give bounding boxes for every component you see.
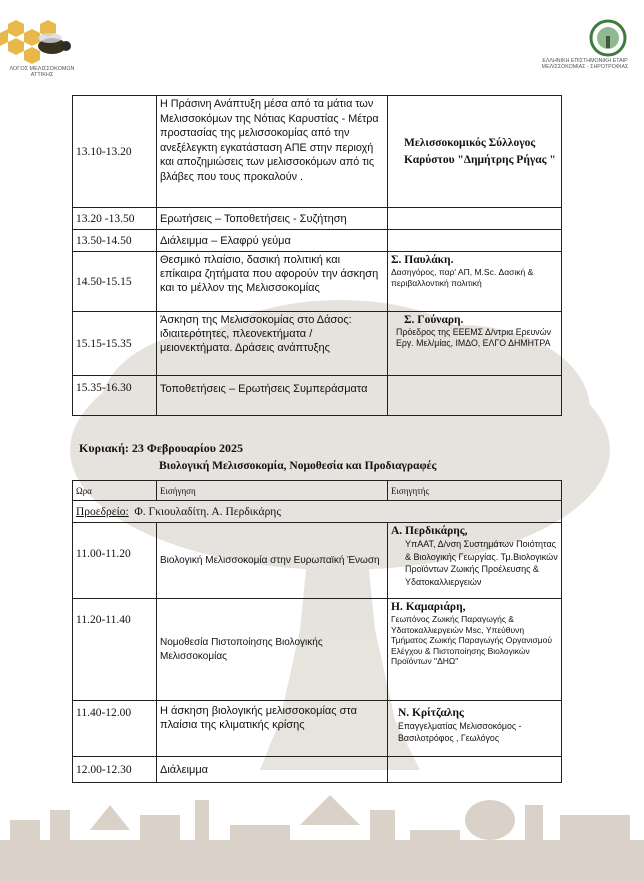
speaker-cell <box>388 599 562 701</box>
time-cell: 11.00-11.20 <box>73 523 157 599</box>
speaker-cell <box>388 96 562 208</box>
topic-cell: Τοποθετήσεις – Ερωτήσεις Συμπεράσματα <box>157 376 388 416</box>
topic-cell: Νομοθεσία Πιστοποίησης Βιολογικής Μελισσοκομίας <box>157 599 388 701</box>
time-cell: 15.15-15.35 <box>73 312 157 376</box>
scientific-society-logo <box>526 18 644 80</box>
presidium-cell <box>73 501 562 523</box>
day-title: Κυριακή: 23 Φεβρουαρίου 2025 <box>79 441 243 455</box>
speaker-name: Μελισσοκομικός Σύλλογος Καρύστου "Δημήτρης Ρήγας " <box>404 136 556 166</box>
speaker-name: Σ. Παυλάκη. <box>391 254 454 266</box>
table-row <box>73 376 562 416</box>
time-cell: 13.50-14.50 <box>73 230 157 252</box>
table-row <box>73 96 562 208</box>
speaker-cell <box>388 208 562 230</box>
table-row <box>73 757 562 783</box>
presidium-row <box>73 501 562 523</box>
speaker-name: Η. Καμαριάρη, <box>391 601 466 613</box>
table-row <box>73 523 562 599</box>
presidium-names: Φ. Γκιουλαδίτη. Α. Περδικάρης <box>134 505 281 518</box>
topic-cell: Διάλειμμα – Ελαφρύ γεύμα <box>157 230 388 252</box>
header-speaker: Εισηγητής <box>388 481 562 501</box>
time-cell: 11.20-11.40 <box>73 599 157 701</box>
time-cell: 13.10-13.20 <box>73 96 157 208</box>
speaker-name: Ν. Κρίτζαλης <box>398 707 464 719</box>
speaker-name: Α. Περδικάρης, <box>391 525 468 537</box>
speaker-cell <box>388 312 562 376</box>
header-topic: Εισήγηση <box>157 481 388 501</box>
schedule-table-sunday <box>72 480 562 783</box>
topic-cell: Η Πράσινη Ανάπτυξη μέσα από τα μάτια των Μελισσοκόμων της Νότιας Καρυστίας - Μέτρα προστασίας της μελισσοκομίας από την ανεξέλεγκτη εγκατάσταση ΑΠΕ στην περιοχή και αποζημιώσεις των μελισσοκόμων από τις βλάβες που τους προκαλούν . <box>157 96 388 208</box>
schedule-table-saturday <box>72 95 562 416</box>
topic-cell: Άσκηση της Μελισσοκομίας στο Δάσος: ιδιαιτερότητες, πλεονεκτήματα / μειονεκτήματα. Δράσεις ανάπτυξης <box>157 312 388 376</box>
speaker-role: Επαγγελματίας Μελισσοκόμος - Βασιλοτρόφος , Γεωλόγος <box>398 721 522 743</box>
time-cell: 13.20 -13.50 <box>73 208 157 230</box>
topic-cell: Θεσμικό πλαίσιο, δασική πολιτική και επίκαιρα ζητήματα που αφορούν την άσκηση και το μέλλον της Μελισσοκομίας <box>157 252 388 312</box>
presidium-label: Προεδρείο: <box>76 505 129 518</box>
speaker-role: Πρόεδρος της ΕΕΕΜΣ Δ/ντρια Ερευνών Εργ. Μελ/μίας, ΙΜΔΟ, ΕΛΓΟ ΔΗΜΗΤΡΑ <box>396 327 551 348</box>
honeycomb-bee-icon <box>0 16 84 66</box>
topic-cell: Βιολογική Μελισσοκομία στην Ευρωπαϊκή Ένωση <box>157 523 388 599</box>
speaker-cell <box>388 701 562 757</box>
table-row <box>73 230 562 252</box>
table-row <box>73 208 562 230</box>
speaker-role: Γεωπόνος Ζωικής Παραγωγής & Υδατοκαλλιεργειών Msc, Υπεύθυνη Τμήματος Ζωικής Παραγωγής Οργανισμού Ελέγχου & Πιστοποίησης Βιολογικών Προϊόντων "ΔΗΩ" <box>391 614 552 666</box>
speaker-cell <box>388 230 562 252</box>
table-row <box>73 252 562 312</box>
speaker-cell <box>388 252 562 312</box>
session-title: Βιολογική Μελισσοκομία, Νομοθεσία και Προδιαγραφές <box>159 460 437 472</box>
speaker-role: Δασηγόρος, παρ' ΑΠ, M.Sc. Δασική & περιβαλλοντική πολιτική <box>391 267 534 288</box>
city-skyline-watermark <box>0 780 644 881</box>
speaker-cell <box>388 523 562 599</box>
time-cell: 11.40-12.00 <box>73 701 157 757</box>
left-logo-caption: ΛΟΓΟΣ ΜΕΛΙΣΣΟΚΟΜΩΝ ΑΤΤΙΚΗΣ <box>9 66 75 78</box>
topic-cell: Ερωτήσεις – Τοποθετήσεις - Συζήτηση <box>157 208 388 230</box>
header-time: Ωρα <box>73 481 157 501</box>
right-logo-caption: ΕΛΛΗΝΙΚΗ ΕΠΙΣΤΗΜΟΝΙΚΗ ΕΤΑΙΡ ΜΕΛΙΣΣΟΚΟΜΙΑΣ - ΣΗΡΟΤΡΟΦΙΑΣ <box>541 58 629 70</box>
time-cell: 12.00-12.30 <box>73 757 157 783</box>
topic-cell: Η άσκηση βιολογικής μελισσοκομίας στα πλαίσια της κλιματικής κρίσης <box>157 701 388 757</box>
speaker-role: ΥπΑΑΤ, Δ/νση Συστημάτων Ποιότητας & Βιολογικής Γεωργίας. Τμ.Βιολογικών Προϊόντων Ζωικής Προέλευσης & Υδατοκαλλιεργειών <box>405 539 558 587</box>
topic-cell: Διάλειμμα <box>157 757 388 783</box>
time-cell: 15.35-16.30 <box>73 376 157 416</box>
table-row <box>73 701 562 757</box>
time-cell: 14.50-15.15 <box>73 252 157 312</box>
speaker-name: Σ. Γούναρη. <box>404 314 464 326</box>
society-emblem-icon <box>526 18 644 58</box>
table-row <box>73 599 562 701</box>
table-row <box>73 312 562 376</box>
beekeepers-association-logo <box>0 16 84 80</box>
table-header-row <box>73 481 562 501</box>
speaker-cell <box>388 757 562 783</box>
speaker-cell <box>388 376 562 416</box>
